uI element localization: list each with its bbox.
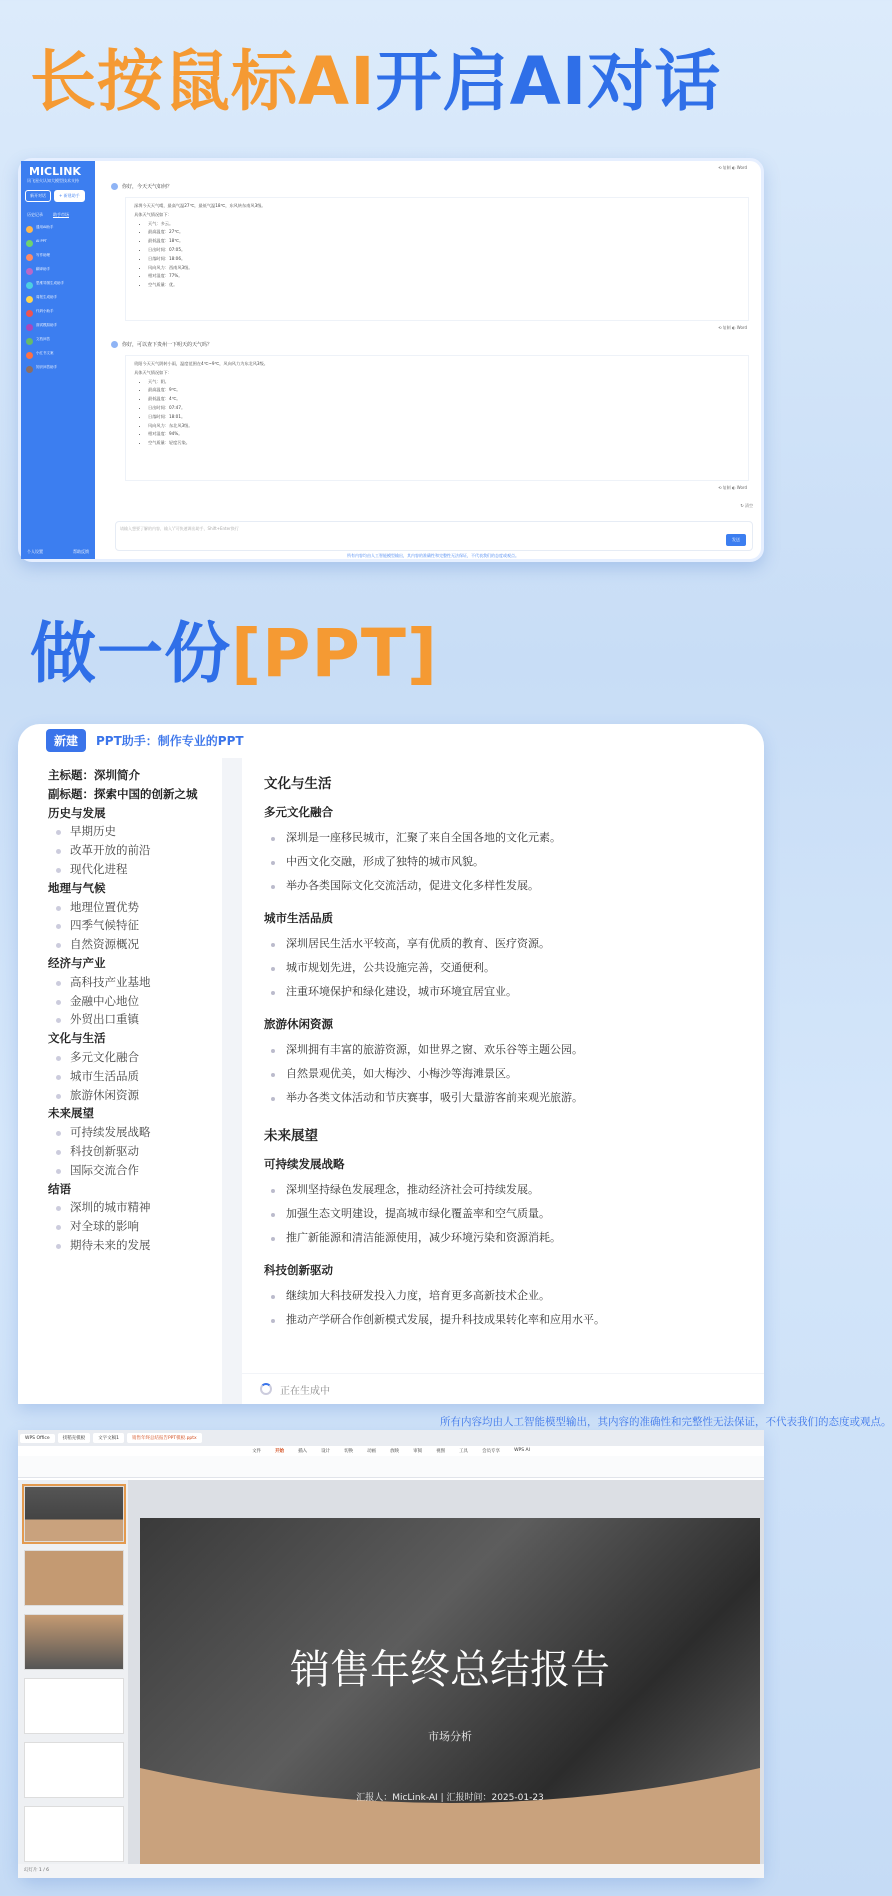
wps-menu-item[interactable]: 放映 bbox=[390, 1449, 400, 1454]
chat-main bbox=[105, 161, 761, 559]
assistant-name: 面试模拟助手 bbox=[36, 323, 57, 327]
ai-answer bbox=[125, 355, 749, 481]
headline-part1: 长按鼠标AI bbox=[30, 43, 376, 120]
outline-subitem[interactable]: 多元文化融合 bbox=[48, 1048, 210, 1067]
ai-answer bbox=[125, 197, 749, 321]
slide-canvas bbox=[128, 1480, 764, 1864]
user-avatar bbox=[111, 183, 118, 190]
outline-subitem[interactable]: 旅游休闲资源 bbox=[48, 1086, 210, 1105]
new-chat-button[interactable]: 新开对话 bbox=[25, 190, 51, 202]
outline-subitem[interactable]: 对全球的影响 bbox=[48, 1217, 210, 1236]
outline-subitem[interactable]: 可持续发展战略 bbox=[48, 1123, 210, 1142]
answer-item: • 天气：阴。 bbox=[148, 378, 740, 387]
assistant-name: AI PPT bbox=[36, 239, 47, 243]
answer-actions[interactable]: ⟲ 复制 ◐ Word bbox=[718, 325, 747, 330]
question-text: 你好，今天天气如何？ bbox=[122, 184, 173, 190]
user-avatar bbox=[111, 341, 118, 348]
outline-subitem[interactable]: 早期历史 bbox=[48, 822, 210, 841]
assistant-icon bbox=[26, 254, 33, 261]
headline-part1: 做一份 bbox=[30, 615, 231, 692]
content-sub: 旅游休闲资源 bbox=[264, 1017, 333, 1031]
wps-menu-item[interactable]: 工具 bbox=[459, 1449, 469, 1454]
assistant-name: 代码小助手 bbox=[36, 309, 54, 313]
slide-subtitle[interactable]: 市场分析 bbox=[428, 1730, 472, 1743]
slide-thumb[interactable] bbox=[24, 1678, 124, 1734]
answer-item: • 天气：多云。 bbox=[148, 220, 740, 229]
wps-tab[interactable]: 找稻壳模板 bbox=[58, 1433, 91, 1443]
wps-menu-item[interactable]: 切换 bbox=[344, 1449, 354, 1454]
assistant-name: 通用AI助手 bbox=[36, 225, 54, 229]
clear-button[interactable]: ↻ 清空 bbox=[740, 503, 753, 508]
new-assistant-button[interactable]: + 新建助手 bbox=[54, 190, 85, 202]
ppt-disclaimer: 所有内容均由人工智能模型输出，其内容的准确性和完整性无法保证，不代表我们的态度或观点。 bbox=[440, 1416, 892, 1428]
wps-menu-item[interactable]: 插入 bbox=[298, 1449, 308, 1454]
content-sub: 科技创新驱动 bbox=[264, 1263, 333, 1277]
answer-item: • 风向风力：西南风3级。 bbox=[148, 264, 740, 273]
answer-intro: 深圳今天天气晴，最高气温27℃，最低气温18℃，东风转东南风3级。 bbox=[134, 203, 266, 208]
answer-intro: 贵阳今天天气阴转小雨，温度范围在4℃~9℃，风向风力为东北风3级。 bbox=[134, 361, 268, 366]
chat-sidebar bbox=[21, 161, 95, 559]
content-bul: 深圳拥有丰富的旅游资源，如世界之窗、欢乐谷等主题公园。 bbox=[264, 1038, 742, 1062]
answer-item: • 相对湿度：94%。 bbox=[148, 430, 740, 439]
assistant-icon bbox=[26, 324, 33, 331]
outline-heading[interactable]: 未来展望 bbox=[48, 1106, 94, 1121]
assistant-icon bbox=[26, 282, 33, 289]
generating-text: 正在生成中 bbox=[280, 1385, 330, 1397]
wps-menu-item[interactable]: 审阅 bbox=[413, 1449, 423, 1454]
headline-part2: 开启AI对话 bbox=[375, 43, 722, 120]
answer-item: • 最高温度：9℃。 bbox=[148, 386, 740, 395]
outline-subitem[interactable]: 现代化进程 bbox=[48, 860, 210, 879]
assistant-item[interactable] bbox=[21, 306, 95, 320]
wps-menu-item[interactable]: 视图 bbox=[436, 1449, 446, 1454]
loading-spinner-icon bbox=[260, 1383, 272, 1395]
wps-menu-item[interactable]: 动画 bbox=[367, 1449, 377, 1454]
outline-subitem[interactable]: 期待未来的发展 bbox=[48, 1236, 210, 1255]
slide-thumb[interactable] bbox=[24, 1550, 124, 1606]
answer-item: • 最高温度：27℃。 bbox=[148, 228, 740, 237]
answer-item: • 日出时间：07:05。 bbox=[148, 246, 740, 255]
content-bul: 自然景观优美，如大梅沙、小梅沙等海滩景区。 bbox=[264, 1062, 742, 1086]
assistant-item[interactable] bbox=[21, 250, 95, 264]
assistant-name: 小红书文案 bbox=[36, 351, 54, 355]
tab-history[interactable]: 历史记录 bbox=[27, 212, 43, 217]
answer-list bbox=[134, 220, 740, 290]
content-bul: 深圳是一座移民城市，汇聚了来自全国各地的文化元素。 bbox=[264, 826, 742, 850]
wps-menu-item[interactable]: 会员专享 bbox=[482, 1449, 501, 1454]
assistant-item[interactable] bbox=[21, 236, 95, 250]
outline-subitem[interactable]: 外贸出口重镇 bbox=[48, 1010, 210, 1029]
slide-thumb[interactable] bbox=[24, 1486, 124, 1542]
content-bul: 继续加大科技研发投入力度，培育更多高新技术企业。 bbox=[264, 1284, 742, 1308]
assistant-item[interactable] bbox=[21, 348, 95, 362]
wps-menubar bbox=[18, 1446, 764, 1456]
content-bul: 举办各类国际文化交流活动，促进文化多样性发展。 bbox=[264, 874, 742, 898]
outline-heading[interactable]: 文化与生活 bbox=[48, 1031, 106, 1046]
slide-thumb[interactable] bbox=[24, 1806, 124, 1862]
answer-item: • 最低温度：4℃。 bbox=[148, 395, 740, 404]
outline-heading[interactable]: 历史与发展 bbox=[48, 805, 106, 820]
assistant-item[interactable] bbox=[21, 362, 95, 376]
content-bul: 推广新能源和清洁能源使用，减少环境污染和资源消耗。 bbox=[264, 1226, 742, 1250]
outline-heading[interactable]: 结语 bbox=[48, 1181, 71, 1196]
feedback-link[interactable]: 帮助反馈 bbox=[73, 549, 89, 554]
assistant-icon bbox=[26, 310, 33, 317]
wps-tab[interactable]: WPS Office bbox=[20, 1434, 55, 1443]
assistant-name: 翻译助手 bbox=[36, 267, 50, 271]
content-bul: 举办各类文体活动和节庆赛事，吸引大量游客前来观光旅游。 bbox=[264, 1086, 742, 1110]
assistant-icon bbox=[26, 240, 33, 247]
content-bul: 城市规划先进，公共设施完善，交通便利。 bbox=[264, 956, 742, 980]
wps-menu-item[interactable]: 文件 bbox=[252, 1449, 262, 1454]
answer-item: • 相对湿度：77%。 bbox=[148, 272, 740, 281]
assistant-name: 文档问答 bbox=[36, 337, 50, 341]
outline-heading[interactable]: 地理与气候 bbox=[48, 880, 106, 895]
answer-item: • 日落时间：18:01。 bbox=[148, 413, 740, 422]
headline-ppt bbox=[30, 600, 438, 695]
assistant-item[interactable] bbox=[21, 334, 95, 348]
content-sec: 未来展望 bbox=[264, 1128, 318, 1144]
slide-reporter[interactable]: 汇报人：MicLink-AI | 汇报时间：2025-01-23 bbox=[356, 1793, 544, 1803]
assistant-name: 周报生成助手 bbox=[36, 295, 57, 299]
slide-thumb[interactable] bbox=[24, 1614, 124, 1670]
chat-input[interactable] bbox=[115, 521, 753, 551]
outline-heading[interactable]: 主标题：深圳简介 bbox=[48, 768, 140, 782]
outline-subitem[interactable]: 城市生活品质 bbox=[48, 1067, 210, 1086]
answer-item: • 空气质量：优。 bbox=[148, 281, 740, 290]
content-bul: 中西文化交融，形成了独特的城市风貌。 bbox=[264, 850, 742, 874]
wps-menu-item[interactable]: 开始 bbox=[275, 1449, 285, 1454]
content-sub: 可持续发展战略 bbox=[264, 1157, 345, 1171]
content-bul: 加强生态文明建设，提高城市绿化覆盖率和空气质量。 bbox=[264, 1202, 742, 1226]
assistant-icon bbox=[26, 352, 33, 359]
slide-thumbnails bbox=[18, 1480, 128, 1864]
answer-list bbox=[134, 378, 740, 448]
assistant-name: 写作助理 bbox=[36, 253, 50, 257]
content-sub: 城市生活品质 bbox=[264, 911, 333, 925]
wps-menu-item[interactable]: WPS AI bbox=[514, 1448, 530, 1453]
assistant-icon bbox=[26, 296, 33, 303]
ppt-assistant-window bbox=[18, 724, 764, 1404]
outline-heading[interactable]: 副标题：探索中国的创新之城 bbox=[48, 786, 198, 801]
chat-window bbox=[18, 158, 764, 562]
answer-actions[interactable]: ⟲ 复制 ◐ Word bbox=[718, 485, 747, 490]
assistant-icon bbox=[26, 226, 33, 233]
outline-subitem[interactable]: 地理位置优势 bbox=[48, 898, 210, 917]
user-question bbox=[111, 183, 172, 190]
wps-menu-item[interactable]: 设计 bbox=[321, 1449, 331, 1454]
content-sub: 多元文化融合 bbox=[264, 805, 333, 819]
answer-item: • 日落时间：18:06。 bbox=[148, 255, 740, 264]
answer-item: • 最低温度：18℃。 bbox=[148, 237, 740, 246]
outline-heading[interactable]: 经济与产业 bbox=[48, 955, 106, 970]
ppt-outline bbox=[36, 758, 222, 1404]
assistant-icon bbox=[26, 338, 33, 345]
assistant-item[interactable] bbox=[21, 292, 95, 306]
status-bar: 幻灯片 1 / 6 bbox=[18, 1864, 764, 1878]
assistant-list bbox=[21, 222, 95, 376]
assistant-icon bbox=[26, 366, 33, 373]
outline-subitem[interactable]: 科技创新驱动 bbox=[48, 1142, 210, 1161]
wps-window bbox=[18, 1430, 764, 1878]
content-bul: 注重环境保护和绿化建设，城市环境宜居宜业。 bbox=[264, 980, 742, 1004]
settings-link[interactable]: 个人设置 bbox=[27, 549, 43, 554]
ppt-content bbox=[242, 758, 764, 1373]
user-question bbox=[111, 341, 212, 348]
outline-subitem[interactable]: 改革开放的前沿 bbox=[48, 841, 210, 860]
answer-list-title: 具体天气情况如下： bbox=[134, 369, 172, 375]
top-actions[interactable]: ⟲ 复制 ◐ Word bbox=[718, 165, 747, 170]
answer-item: • 空气质量：轻度污染。 bbox=[148, 439, 740, 448]
slide-title[interactable]: 销售年终总结报告 bbox=[290, 1647, 610, 1693]
answer-item: • 日出时间：07:47。 bbox=[148, 404, 740, 413]
ppt-assistant-title: PPT助手：制作专业的PPT bbox=[96, 733, 244, 748]
assistant-name: 知识问答助手 bbox=[36, 365, 57, 369]
assistant-item[interactable] bbox=[21, 278, 95, 292]
app-subtitle: 讯飞星火认知大模型技术支持 bbox=[27, 178, 79, 183]
question-text: 你好，可以查下贵州一下明天的天气吗？ bbox=[122, 342, 213, 348]
tab-assistant-market[interactable]: 助手市场 bbox=[53, 212, 69, 217]
outline-subitem[interactable]: 国际交流合作 bbox=[48, 1161, 210, 1180]
slide-thumb[interactable] bbox=[24, 1742, 124, 1798]
content-bul: 深圳坚持绿色发展理念，推动经济社会可持续发展。 bbox=[264, 1178, 742, 1202]
answer-item: • 风向风力：东北风3级。 bbox=[148, 422, 740, 431]
input-placeholder: 请输入想要了解的内容，输入'/'可快速调出助手，Shift+Enter换行 bbox=[120, 526, 239, 531]
outline-subitem[interactable]: 四季气候特征 bbox=[48, 916, 210, 935]
assistant-name: 思维导图生成助手 bbox=[36, 281, 64, 285]
generating-status bbox=[242, 1374, 764, 1404]
content-bul: 深圳居民生活水平较高，享有优质的教育、医疗资源。 bbox=[264, 932, 742, 956]
outline-subitem[interactable]: 自然资源概况 bbox=[48, 935, 210, 954]
headline-part2: [PPT] bbox=[231, 615, 439, 692]
disclaimer: 所有内容均由人工智能模型输出，其内容的准确性和完整性无法保证，不代表我们的态度或观点。 bbox=[347, 553, 519, 558]
outline-subitem[interactable]: 金融中心地位 bbox=[48, 992, 210, 1011]
send-button[interactable]: 发送 bbox=[726, 534, 746, 546]
assistant-item[interactable] bbox=[21, 222, 95, 236]
wps-tabbar bbox=[18, 1430, 764, 1446]
wps-toolbar bbox=[18, 1456, 764, 1478]
wps-tab[interactable]: 文字文稿1 bbox=[93, 1433, 124, 1443]
headline-ai-chat bbox=[30, 28, 721, 123]
new-button[interactable]: 新建 bbox=[46, 729, 86, 752]
outline-subitem[interactable]: 高科技产业基地 bbox=[48, 973, 210, 992]
assistant-icon bbox=[26, 268, 33, 275]
content-bul: 推动产学研合作创新模式发展，提升科技成果转化率和应用水平。 bbox=[264, 1308, 742, 1332]
assistant-item[interactable] bbox=[21, 320, 95, 334]
app-logo: MICLINK bbox=[29, 165, 81, 178]
assistant-item[interactable] bbox=[21, 264, 95, 278]
wps-tab[interactable]: 销售年终总结报告PPT模板.pptx bbox=[127, 1433, 202, 1443]
current-slide[interactable] bbox=[140, 1518, 760, 1864]
content-sec: 文化与生活 bbox=[264, 776, 332, 792]
answer-list-title: 具体天气情况如下： bbox=[134, 211, 172, 217]
outline-subitem[interactable]: 深圳的城市精神 bbox=[48, 1198, 210, 1217]
